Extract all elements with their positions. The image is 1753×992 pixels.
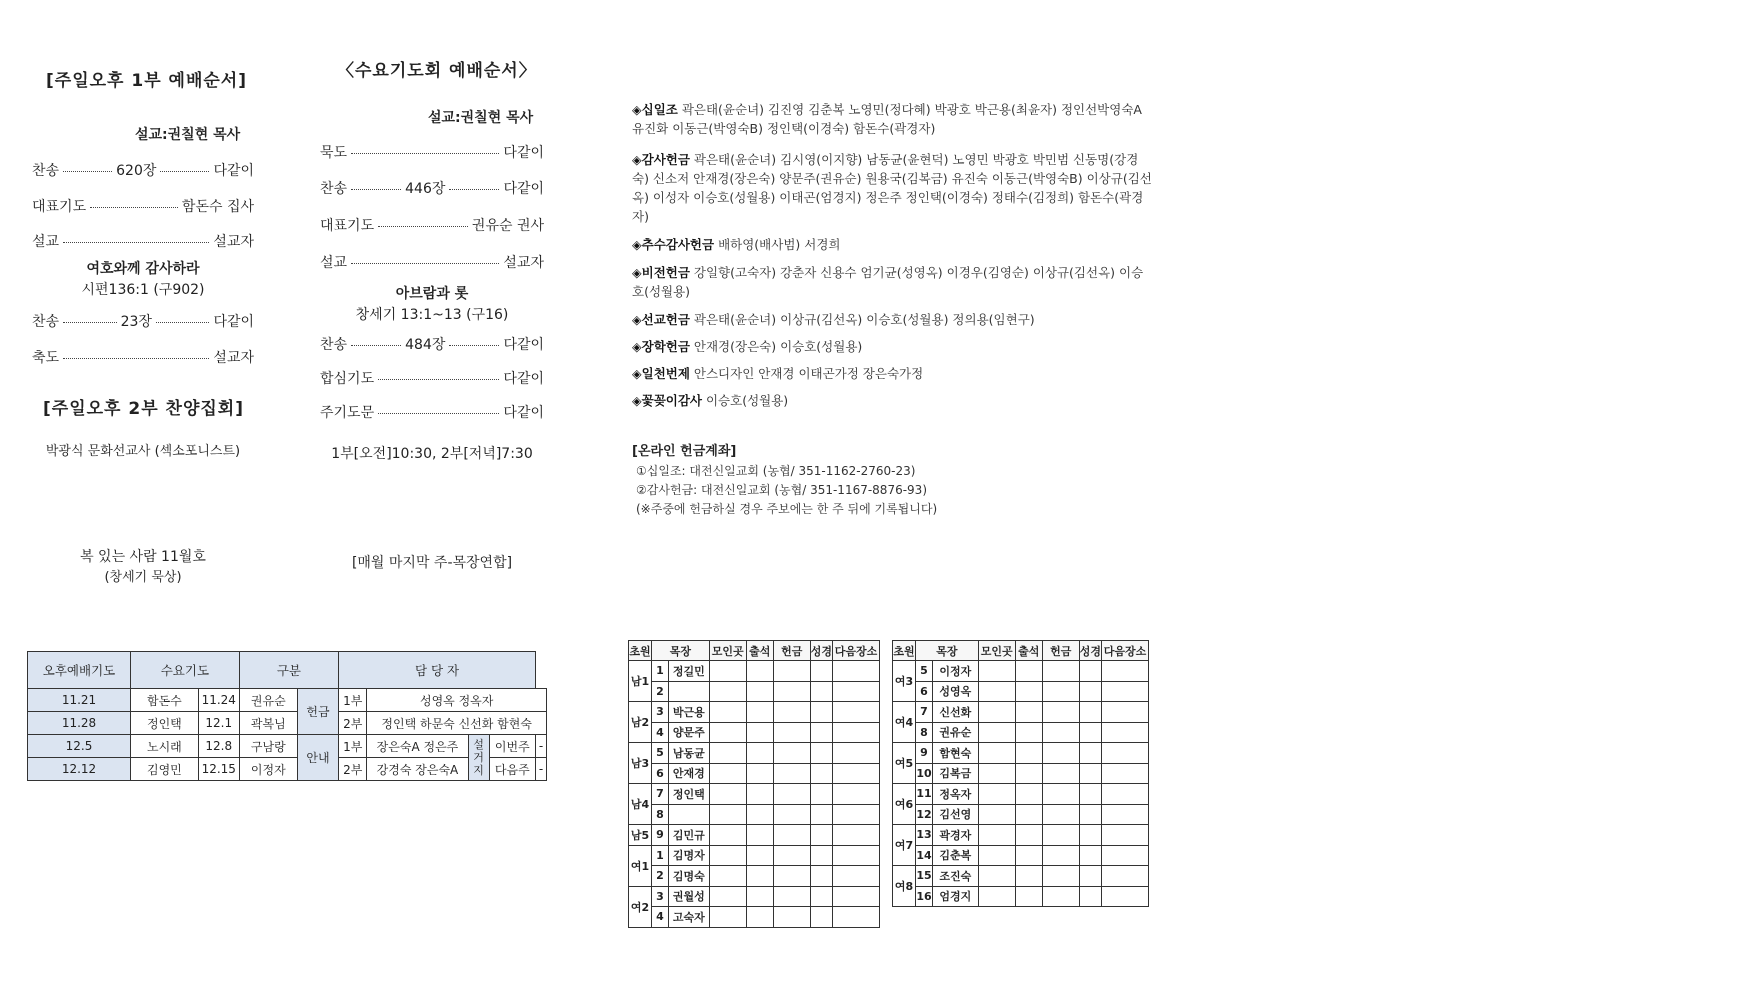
wednesday-title: 〈수요기도회 예배순서〉 xyxy=(337,61,537,81)
order-item: 찬송 484장 다같이 xyxy=(320,337,545,353)
blank-cell xyxy=(773,866,810,887)
blank-cell xyxy=(978,845,1015,866)
table-row xyxy=(629,661,880,682)
leader-cell: 곽경자 xyxy=(933,825,979,846)
blank-cell xyxy=(709,845,746,866)
group-cell: 여4 xyxy=(893,702,916,743)
leader-cell: 김선영 xyxy=(933,804,979,825)
blank-cell xyxy=(773,907,810,928)
blank-cell xyxy=(1102,763,1149,784)
blank-cell xyxy=(746,743,773,764)
leader-cell: 신선화 xyxy=(933,702,979,723)
header-cell: 초원 xyxy=(629,641,652,661)
blank-cell xyxy=(746,681,773,702)
number-cell: 6 xyxy=(652,763,669,784)
blank-cell xyxy=(1079,763,1101,784)
leader-cell: 성영옥 xyxy=(933,681,979,702)
blank-cell xyxy=(833,907,880,928)
group-cell: 여1 xyxy=(629,845,652,886)
table-row xyxy=(893,702,1149,723)
blank-cell xyxy=(978,825,1015,846)
blank-cell xyxy=(773,845,810,866)
blank-cell xyxy=(773,825,810,846)
blank-cell xyxy=(709,804,746,825)
number-cell: 9 xyxy=(652,825,669,846)
number-cell: 1 xyxy=(652,661,669,682)
number-cell: 3 xyxy=(652,886,669,907)
blank-cell xyxy=(709,907,746,928)
blank-cell xyxy=(810,866,832,887)
blank-cell xyxy=(810,702,832,723)
header-cell: 헌금 xyxy=(773,641,810,661)
blank-cell xyxy=(833,702,880,723)
offering-harvest: ◈추수감사헌금 배하영(배사범) 서경희 xyxy=(632,237,841,252)
number-cell: 5 xyxy=(916,661,933,682)
leader-cell: 정인택 xyxy=(669,784,710,805)
number-cell: 16 xyxy=(916,886,933,907)
table-row xyxy=(629,743,880,764)
sunday-pm1-title: [주일오후 1부 예배순서] xyxy=(46,71,248,91)
blank-cell xyxy=(709,661,746,682)
table-row xyxy=(629,845,880,866)
group-cell: 여8 xyxy=(893,866,916,907)
blank-cell xyxy=(810,907,832,928)
number-cell: 7 xyxy=(916,702,933,723)
leader-cell: 박근용 xyxy=(669,702,710,723)
blank-cell xyxy=(773,722,810,743)
blank-cell xyxy=(746,722,773,743)
blank-cell xyxy=(833,866,880,887)
blank-cell xyxy=(978,866,1015,887)
blank-cell xyxy=(1042,661,1079,682)
number-cell: 15 xyxy=(916,866,933,887)
table-row xyxy=(629,784,880,805)
blank-cell xyxy=(1102,866,1149,887)
blank-cell xyxy=(1079,722,1101,743)
account-note: (※주중에 헌금하실 경우 주보에는 한 주 뒤에 기록됩니다) xyxy=(636,502,938,516)
header-cell: 목장 xyxy=(652,641,710,661)
blank-cell xyxy=(1042,825,1079,846)
blank-cell xyxy=(1042,702,1079,723)
blank-cell xyxy=(810,825,832,846)
account-thanks: ②감사헌금: 대전신일교회 (농협/ 351-1167-8876-93) xyxy=(636,483,927,497)
order-item: 찬송 446장 다같이 xyxy=(320,181,545,197)
blank-cell xyxy=(773,763,810,784)
blank-cell xyxy=(746,866,773,887)
number-cell: 3 xyxy=(652,702,669,723)
blank-cell xyxy=(833,784,880,805)
number-cell: 4 xyxy=(652,722,669,743)
blank-cell xyxy=(833,722,880,743)
group-cell: 남1 xyxy=(629,661,652,702)
blank-cell xyxy=(978,702,1015,723)
sunday-pm1-preacher: 설교:권칠현 목사 xyxy=(135,127,241,143)
blank-cell xyxy=(709,886,746,907)
wednesday-times: 1부[오전]10:30, 2부[저녁]7:30 xyxy=(331,446,533,462)
blank-cell xyxy=(1079,743,1101,764)
table-row: 11.21 함돈수 11.24 권유순 헌금 1부 성영옥 정옥자 xyxy=(28,689,547,712)
table-row xyxy=(629,763,880,784)
blank-cell xyxy=(978,886,1015,907)
table-header xyxy=(893,641,1149,661)
leader-cell: 함현숙 xyxy=(933,743,979,764)
leader-cell: 이정자 xyxy=(933,661,979,682)
header-cell: 출석 xyxy=(1015,641,1042,661)
table-row xyxy=(629,825,880,846)
blank-cell xyxy=(810,743,832,764)
blank-cell xyxy=(978,763,1015,784)
order-item: 대표기도 권유순 권사 xyxy=(320,218,544,234)
blank-cell xyxy=(746,784,773,805)
blank-cell xyxy=(1102,784,1149,805)
blank-cell xyxy=(1079,866,1101,887)
account-tithe: ①십일조: 대전신일교회 (농협/ 351-1162-2760-23) xyxy=(636,464,916,478)
leader-cell: 김명숙 xyxy=(669,866,710,887)
blank-cell xyxy=(1015,661,1042,682)
table-row: 12.12 김영민 12.15 이정자 2부 강경숙 장은숙A 다음주 - xyxy=(28,758,547,781)
blank-cell xyxy=(709,702,746,723)
offering-thanks: ◈감사헌금 곽은태(윤순녀) 김시영(이지향) 남동균(윤현덕) 노영민 박광호 박민범 신동명(강경숙) 신소저 안재경(장은숙) 양문주(권유순) 원용국(김복금) 유진숙 이동근(박영숙B) 이상규(김선옥) 이성자 이승호(성월용) 이태곤(엄경지) 정은주 정인택(이경숙) 정태수(김정희) 함돈수(곽경자) xyxy=(632,152,1152,224)
group-table-right xyxy=(892,640,1149,907)
header-cell: 헌금 xyxy=(1042,641,1079,661)
blank-cell xyxy=(978,661,1015,682)
blank-cell xyxy=(1015,702,1042,723)
blank-cell xyxy=(773,743,810,764)
number-cell: 4 xyxy=(652,907,669,928)
table-row xyxy=(629,866,880,887)
number-cell: 12 xyxy=(916,804,933,825)
number-cell: 7 xyxy=(652,784,669,805)
group-cell: 여3 xyxy=(893,661,916,702)
sermon-title: 여호와께 감사하라 xyxy=(86,261,200,277)
leader-cell xyxy=(669,804,710,825)
blank-cell xyxy=(1015,886,1042,907)
blank-cell xyxy=(810,886,832,907)
blank-cell xyxy=(1079,784,1101,805)
blank-cell xyxy=(833,804,880,825)
group-cell: 여2 xyxy=(629,886,652,927)
blank-cell xyxy=(978,784,1015,805)
order-item: 합심기도 다같이 xyxy=(320,371,544,387)
order-item: 축도 설교자 xyxy=(32,350,254,366)
blank-cell xyxy=(1042,681,1079,702)
blank-cell xyxy=(810,661,832,682)
online-title: [온라인 헌금계좌] xyxy=(632,444,737,459)
leader-cell: 권유순 xyxy=(933,722,979,743)
blank-cell xyxy=(1015,804,1042,825)
table-row xyxy=(893,661,1149,682)
number-cell: 8 xyxy=(652,804,669,825)
number-cell: 6 xyxy=(916,681,933,702)
leader-cell: 정길민 xyxy=(669,661,710,682)
group-cell: 남5 xyxy=(629,825,652,846)
blank-cell xyxy=(810,763,832,784)
offering-scholarship: ◈장학헌금 안재경(장은숙) 이승호(성월용) xyxy=(632,339,863,354)
header-cell: 다음장소 xyxy=(833,641,880,661)
number-cell: 1 xyxy=(652,845,669,866)
leader-cell: 엄경지 xyxy=(933,886,979,907)
order-item: 찬송 620장 다같이 xyxy=(32,163,255,179)
blank-cell xyxy=(773,681,810,702)
blank-cell xyxy=(1042,886,1079,907)
leader-cell: 양문주 xyxy=(669,722,710,743)
leader-cell: 고숙자 xyxy=(669,907,710,928)
blank-cell xyxy=(1042,763,1079,784)
header-cell: 모인곳 xyxy=(978,641,1015,661)
blank-cell xyxy=(978,743,1015,764)
offering-thousand: ◈일천번제 안스디자인 안재경 이태곤가정 장은숙가정 xyxy=(632,366,924,381)
table-row xyxy=(629,681,880,702)
order-item: 대표기도 함돈수 집사 xyxy=(32,199,254,215)
blank-cell xyxy=(746,907,773,928)
leader-cell: 김명자 xyxy=(669,845,710,866)
table-row xyxy=(893,681,1149,702)
offering-vision: ◈비전헌금 강일향(고숙자) 강춘자 신용수 엄기균(성영옥) 이경우(김영순) 이상규(김선옥) 이승호(성월용) xyxy=(632,265,1144,299)
header-cell: 다음장소 xyxy=(1102,641,1149,661)
blank-cell xyxy=(709,763,746,784)
leader-cell: 조진숙 xyxy=(933,866,979,887)
blank-cell xyxy=(810,784,832,805)
blank-cell xyxy=(833,886,880,907)
blank-cell xyxy=(810,845,832,866)
number-cell: 2 xyxy=(652,681,669,702)
sermon-text: 창세기 13:1~13 (구16) xyxy=(355,307,509,323)
blank-cell xyxy=(1042,743,1079,764)
table-row xyxy=(893,886,1149,907)
number-cell: 10 xyxy=(916,763,933,784)
blank-cell xyxy=(833,763,880,784)
table-row xyxy=(893,763,1149,784)
table-row: 11.28 정인택 12.1 곽복님 2부 정인택 하문숙 신선화 함현숙 xyxy=(28,712,547,735)
leader-cell: 권월성 xyxy=(669,886,710,907)
blank-cell xyxy=(1015,825,1042,846)
table-header: 오후예배기도 수요기도 구분 담 당 자 xyxy=(28,652,547,689)
blank-cell xyxy=(746,845,773,866)
blank-cell xyxy=(1102,681,1149,702)
header-cell: 모인곳 xyxy=(709,641,746,661)
blank-cell xyxy=(1079,886,1101,907)
blank-cell xyxy=(709,784,746,805)
order-item: 주기도문 다같이 xyxy=(320,405,544,421)
blank-cell xyxy=(709,866,746,887)
number-cell: 9 xyxy=(916,743,933,764)
blank-cell xyxy=(1079,825,1101,846)
table-row xyxy=(893,784,1149,805)
blank-cell xyxy=(709,722,746,743)
blank-cell xyxy=(1042,845,1079,866)
blank-cell xyxy=(810,681,832,702)
blank-cell xyxy=(1079,681,1101,702)
blank-cell xyxy=(833,825,880,846)
blank-cell xyxy=(773,661,810,682)
table-row: 12.5 노시래 12.8 구남랑 안내 1부 장은숙A 정은주 설거지 이번주 - xyxy=(28,735,547,758)
blank-cell xyxy=(773,886,810,907)
blank-cell xyxy=(1042,804,1079,825)
blank-cell xyxy=(1102,804,1149,825)
blank-cell xyxy=(1042,722,1079,743)
leader-cell: 남동균 xyxy=(669,743,710,764)
blank-cell xyxy=(1102,722,1149,743)
group-cell: 여6 xyxy=(893,784,916,825)
blank-cell xyxy=(1079,845,1101,866)
blank-cell xyxy=(746,661,773,682)
number-cell: 2 xyxy=(652,866,669,887)
monthly-note: [매월 마지막 주-목장연합] xyxy=(351,555,513,571)
blank-cell xyxy=(746,886,773,907)
group-cell: 남3 xyxy=(629,743,652,784)
blessed-title: 복 있는 사람 11월호 xyxy=(80,549,206,565)
leader-cell: 김춘복 xyxy=(933,845,979,866)
blank-cell xyxy=(833,743,880,764)
blank-cell xyxy=(1015,866,1042,887)
table-row xyxy=(893,743,1149,764)
sunday-pm2-title: [주일오후 2부 찬양집회] xyxy=(43,399,245,419)
blank-cell xyxy=(709,825,746,846)
leader-cell: 김민규 xyxy=(669,825,710,846)
blank-cell xyxy=(1102,825,1149,846)
number-cell: 11 xyxy=(916,784,933,805)
leader-cell: 정옥자 xyxy=(933,784,979,805)
wednesday-preacher: 설교:권칠현 목사 xyxy=(428,110,534,126)
blank-cell xyxy=(978,681,1015,702)
blank-cell xyxy=(1015,763,1042,784)
blank-cell xyxy=(833,681,880,702)
order-item: 찬송 23장 다같이 xyxy=(32,314,255,330)
sermon-title: 아브람과 롯 xyxy=(395,286,469,302)
offering-mission: ◈선교헌금 곽은태(윤순녀) 이상규(김선옥) 이승호(성월용) 정의용(임현구) xyxy=(632,312,1035,327)
blank-cell xyxy=(1102,743,1149,764)
blank-cell xyxy=(810,804,832,825)
blank-cell xyxy=(1079,661,1101,682)
group-cell: 여5 xyxy=(893,743,916,784)
blank-cell xyxy=(1102,661,1149,682)
blank-cell xyxy=(833,661,880,682)
blank-cell xyxy=(833,845,880,866)
blank-cell xyxy=(1015,722,1042,743)
order-item: 설교 설교자 xyxy=(320,255,544,271)
group-cell: 남2 xyxy=(629,702,652,743)
header-cell: 성경 xyxy=(1079,641,1101,661)
table-row xyxy=(893,845,1149,866)
blank-cell xyxy=(746,825,773,846)
blank-cell xyxy=(773,784,810,805)
blank-cell xyxy=(810,722,832,743)
blank-cell xyxy=(1102,702,1149,723)
leader-cell: 안재경 xyxy=(669,763,710,784)
group-cell: 여7 xyxy=(893,825,916,866)
blank-cell xyxy=(1015,784,1042,805)
blank-cell xyxy=(1042,784,1079,805)
blank-cell xyxy=(746,804,773,825)
blank-cell xyxy=(1015,845,1042,866)
blank-cell xyxy=(978,722,1015,743)
group-cell: 남4 xyxy=(629,784,652,825)
offering-tithe: ◈십일조 곽은태(윤순녀) 김진영 김춘복 노영민(정다혜) 박광호 박근용(최윤자) 정인선박영숙A 유진화 이동근(박영숙B) 정인택(이경숙) 함돈수(곽경자) xyxy=(632,102,1142,136)
number-cell: 8 xyxy=(916,722,933,743)
number-cell: 14 xyxy=(916,845,933,866)
number-cell: 5 xyxy=(652,743,669,764)
header-cell: 성경 xyxy=(810,641,832,661)
header-cell: 목장 xyxy=(916,641,979,661)
blank-cell xyxy=(978,804,1015,825)
blank-cell xyxy=(1015,681,1042,702)
blank-cell xyxy=(1079,804,1101,825)
blank-cell xyxy=(1102,886,1149,907)
header-cell: 출석 xyxy=(746,641,773,661)
sermon-text: 시편136:1 (구902) xyxy=(81,282,205,298)
table-row xyxy=(893,825,1149,846)
table-row xyxy=(893,866,1149,887)
blank-cell xyxy=(1015,743,1042,764)
table-row xyxy=(629,804,880,825)
header-cell: 초원 xyxy=(893,641,916,661)
blank-cell xyxy=(746,702,773,723)
blank-cell xyxy=(709,743,746,764)
blank-cell xyxy=(1079,702,1101,723)
table-row xyxy=(629,886,880,907)
blank-cell xyxy=(746,763,773,784)
table-row xyxy=(629,907,880,928)
table-row xyxy=(629,702,880,723)
blank-cell xyxy=(773,804,810,825)
blank-cell xyxy=(773,702,810,723)
leader-cell xyxy=(669,681,710,702)
duty-table xyxy=(27,651,547,781)
table-header xyxy=(629,641,880,661)
order-item: 묵도 다같이 xyxy=(320,145,544,161)
leader-cell: 김복금 xyxy=(933,763,979,784)
blank-cell xyxy=(1102,845,1149,866)
table-row xyxy=(893,804,1149,825)
offering-flowers: ◈꽃꽂이감사 이승호(성월용) xyxy=(632,393,789,408)
blessed-subtitle: (창세기 묵상) xyxy=(104,570,182,585)
order-item: 설교 설교자 xyxy=(32,234,254,250)
blank-cell xyxy=(1042,866,1079,887)
sunday-pm2-performer: 박광식 문화선교사 (섹소포니스트) xyxy=(45,444,241,459)
number-cell: 13 xyxy=(916,825,933,846)
table-row xyxy=(629,722,880,743)
blank-cell xyxy=(709,681,746,702)
table-row xyxy=(893,722,1149,743)
group-table-left xyxy=(628,640,880,928)
